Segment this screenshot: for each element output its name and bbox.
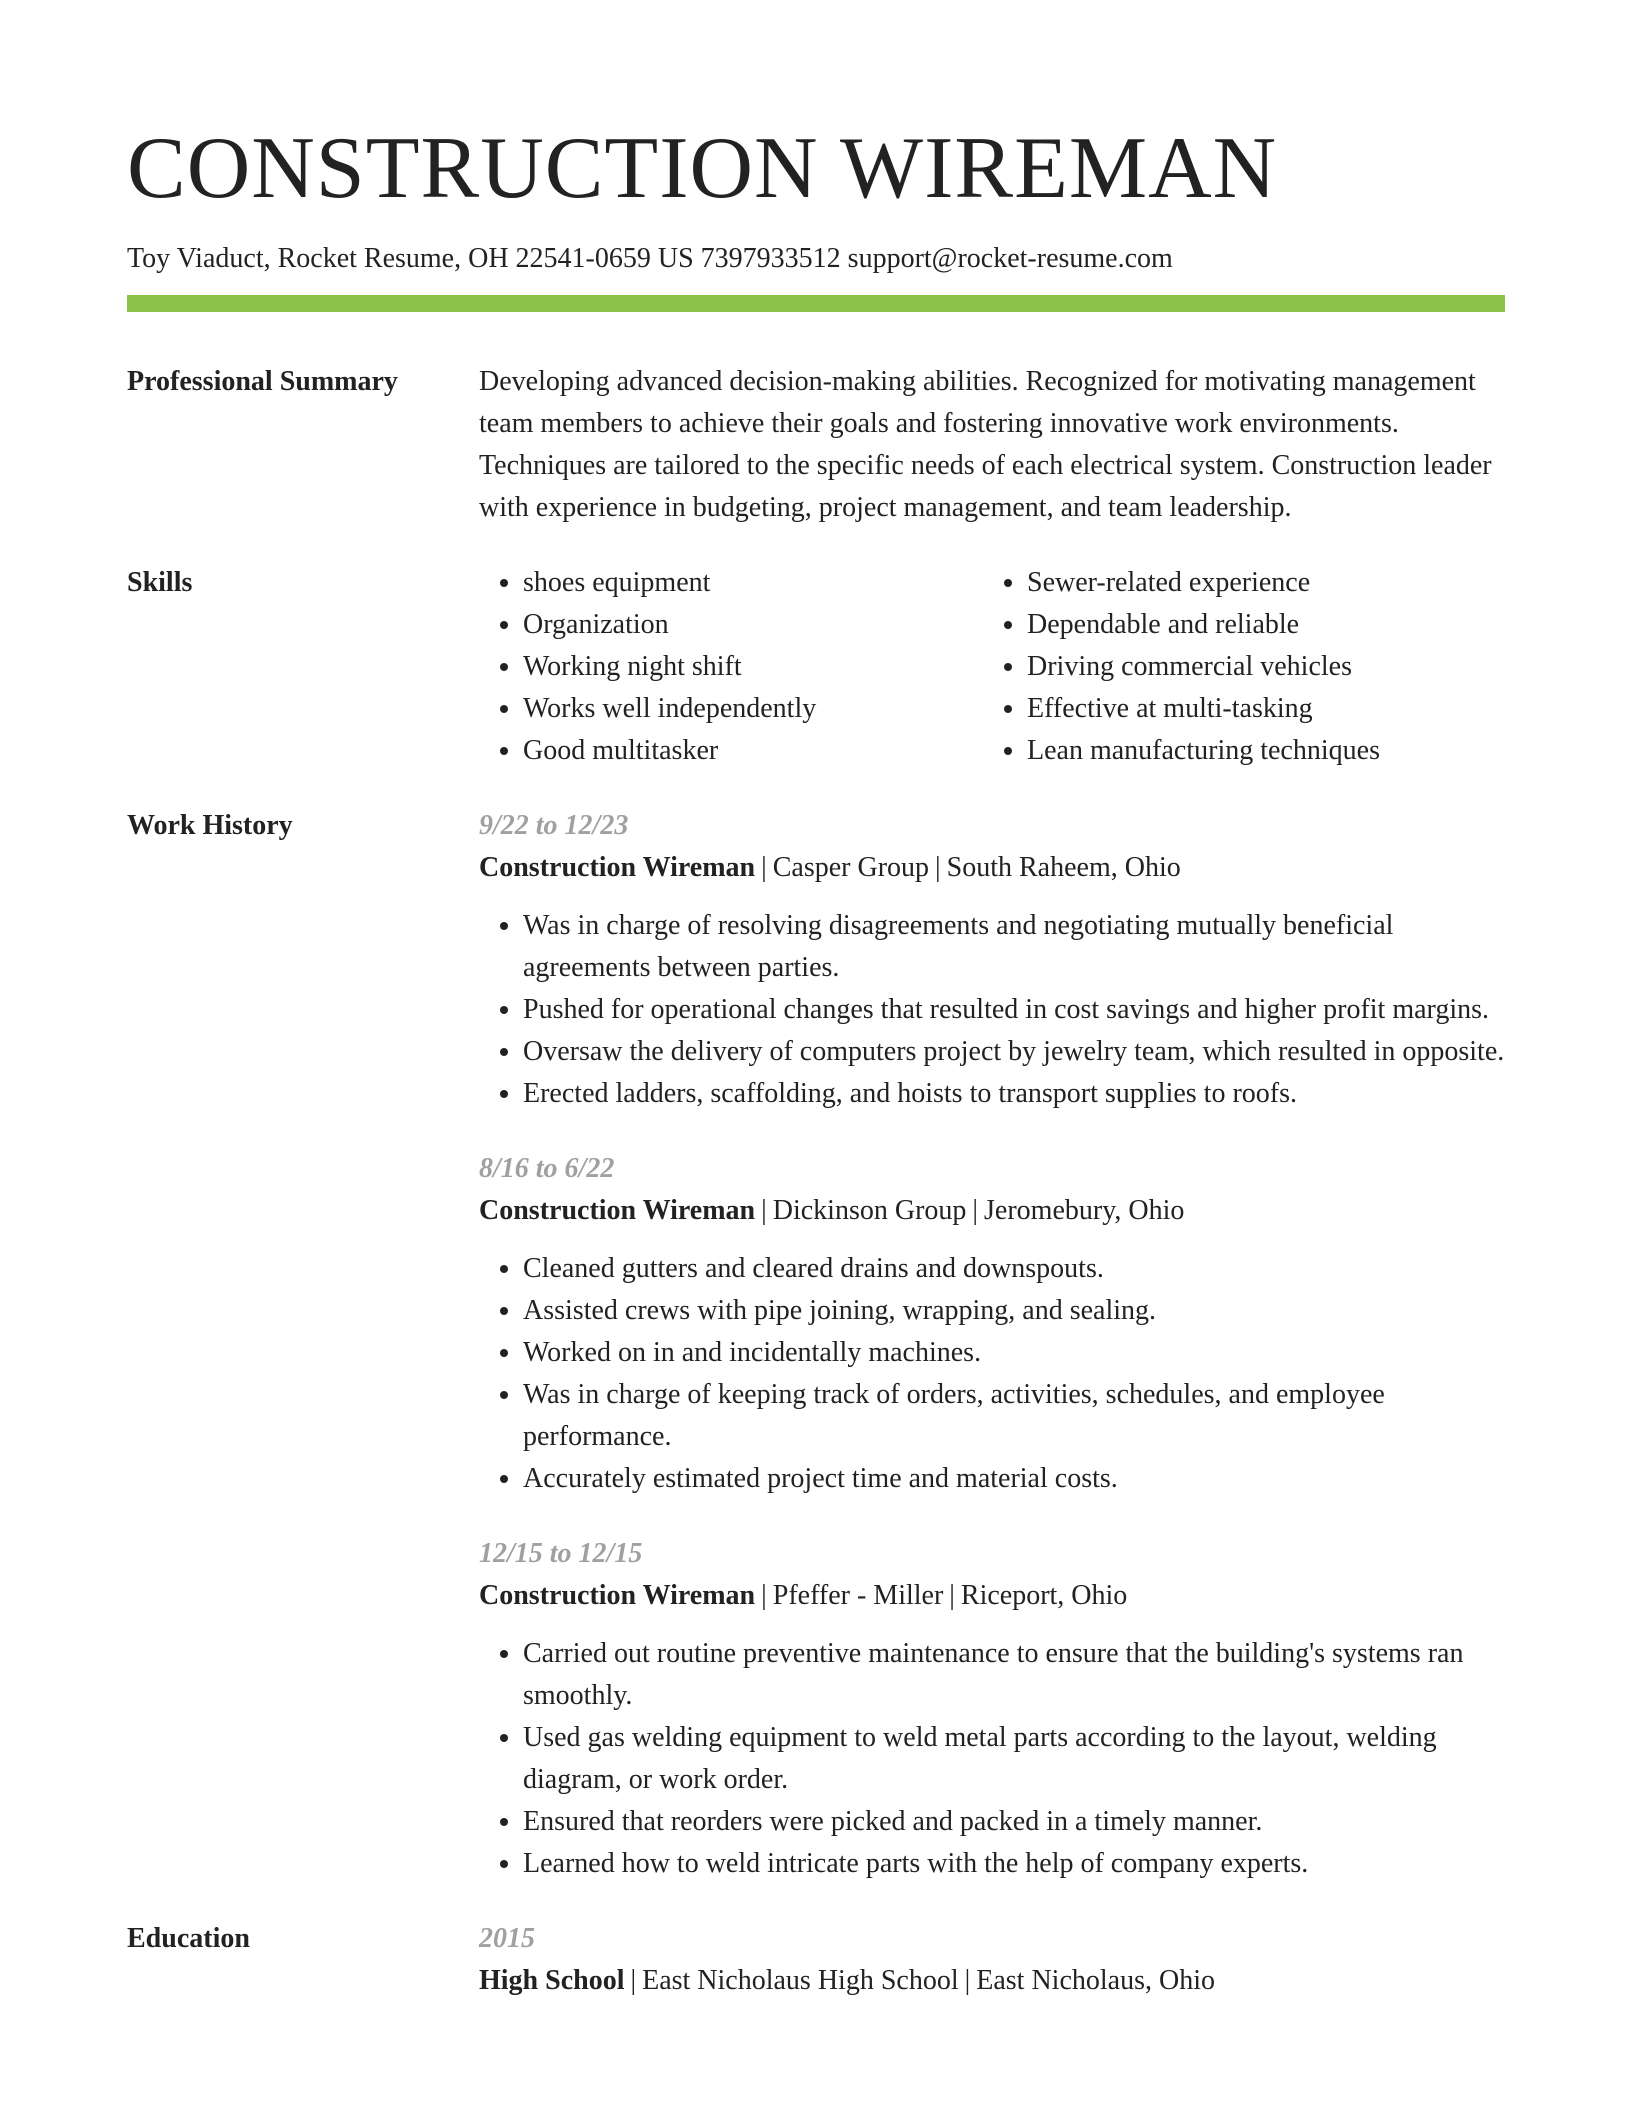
skill-item: • Working night shift [523,646,983,688]
job-bullet: • Was in charge of keeping track of orders, activities, schedules, and employee performance. [523,1374,1505,1458]
education-date: 2015 [479,1923,535,1954]
job-bullet: • Cleaned gutters and cleared drains and downspouts. [523,1248,1505,1290]
job-entry [479,1533,1505,1885]
education-degree: High School [479,1965,625,1996]
skills-section [127,562,1505,772]
skill-item: • Effective at multi-tasking [1027,688,1487,730]
skills-heading: Skills [127,567,193,598]
skill-item: • shoes equipment [523,562,983,604]
job-bullets [479,905,1505,1115]
job-location: South Raheem, Ohio [946,852,1181,883]
job-bullet: • Oversaw the delivery of computers project by jewelry team, which resulted in opposite. [523,1031,1505,1073]
education-heading: Education [127,1923,250,1954]
resume-title: CONSTRUCTION WIREMAN [127,120,1278,217]
job-bullets [479,1633,1505,1885]
skill-item: • Lean manufacturing techniques [1027,730,1487,772]
skill-item: • Dependable and reliable [1027,604,1487,646]
job-location: Jeromebury, Ohio [984,1195,1185,1226]
summary-heading: Professional Summary [127,366,398,397]
skills-column-left [479,562,983,772]
work-history-list [479,805,1505,1885]
skill-item: • Organization [523,604,983,646]
skill-item: • Good multitasker [523,730,983,772]
job-dates: 9/22 to 12/23 [479,810,629,841]
separator: | [972,1195,979,1226]
job-dates: 12/15 to 12/15 [479,1538,643,1569]
skill-item: • Driving commercial vehicles [1027,646,1487,688]
job-bullet: • Worked on in and incidentally machines. [523,1332,1505,1374]
accent-divider [127,295,1505,312]
job-title: Construction Wireman [479,852,756,883]
education-entry [479,1918,1505,2002]
job-header [479,1575,1505,1617]
job-bullet: • Learned how to weld intricate parts with the help of company experts. [523,1843,1505,1885]
job-bullets [479,1248,1505,1500]
job-company: Dickinson Group [772,1195,967,1226]
separator: | [761,1580,767,1611]
job-entry [479,805,1505,1115]
job-bullet: • Carried out routine preventive maintenance to ensure that the building's systems ran smoothly. [523,1633,1505,1717]
separator: | [761,852,767,883]
job-company: Casper Group [772,852,930,883]
job-header [479,1190,1505,1232]
education-school: East Nicholaus High School [642,1965,959,1996]
job-bullet: • Was in charge of resolving disagreements and negotiating mutually beneficial agreements between parties. [523,905,1505,989]
job-dates: 8/16 to 6/22 [479,1153,615,1184]
summary-text: Developing advanced decision-making abilities. Recognized for motivating management team members to achieve their goals and fostering innovative work environments. Techniques are tailored to the specific needs of each electrical system. Construction leader with experience in budgeting, project management, and team leadership. [479,366,1492,523]
skill-item: • Sewer-related experience [1027,562,1487,604]
separator: | [964,1965,971,1996]
job-header [479,847,1505,889]
job-company: Pfeffer - Miller [772,1580,944,1611]
education-header [479,1960,1505,2002]
separator: | [630,1965,637,1996]
work-history-section [127,805,1505,1885]
summary-section [127,361,1505,529]
skill-item: • Works well independently [523,688,983,730]
job-bullet: • Assisted crews with pipe joining, wrapping, and sealing. [523,1290,1505,1332]
job-location: Riceport, Ohio [960,1580,1128,1611]
skills-column-right [983,562,1487,772]
skills-grid [479,562,1505,772]
separator: | [935,852,941,883]
separator: | [949,1580,955,1611]
job-bullet: • Accurately estimated project time and material costs. [523,1458,1505,1500]
job-bullet: • Used gas welding equipment to weld metal parts according to the layout, welding diagram, or work order. [523,1717,1505,1801]
job-bullet: • Erected ladders, scaffolding, and hoists to transport supplies to roofs. [523,1073,1505,1115]
education-location: East Nicholaus, Ohio [976,1965,1215,1996]
job-bullet: • Ensured that reorders were picked and packed in a timely manner. [523,1801,1505,1843]
job-entry [479,1148,1505,1500]
work-history-heading: Work History [127,810,293,841]
education-section [127,1918,1505,2002]
separator: | [761,1195,767,1226]
job-bullet: • Pushed for operational changes that resulted in cost savings and higher profit margins. [523,989,1505,1031]
job-title: Construction Wireman [479,1580,756,1611]
contact-line: Toy Viaduct, Rocket Resume, OH 22541-0659 US 7397933512 support@rocket-resume.com [127,243,1173,274]
job-title: Construction Wireman [479,1195,756,1226]
